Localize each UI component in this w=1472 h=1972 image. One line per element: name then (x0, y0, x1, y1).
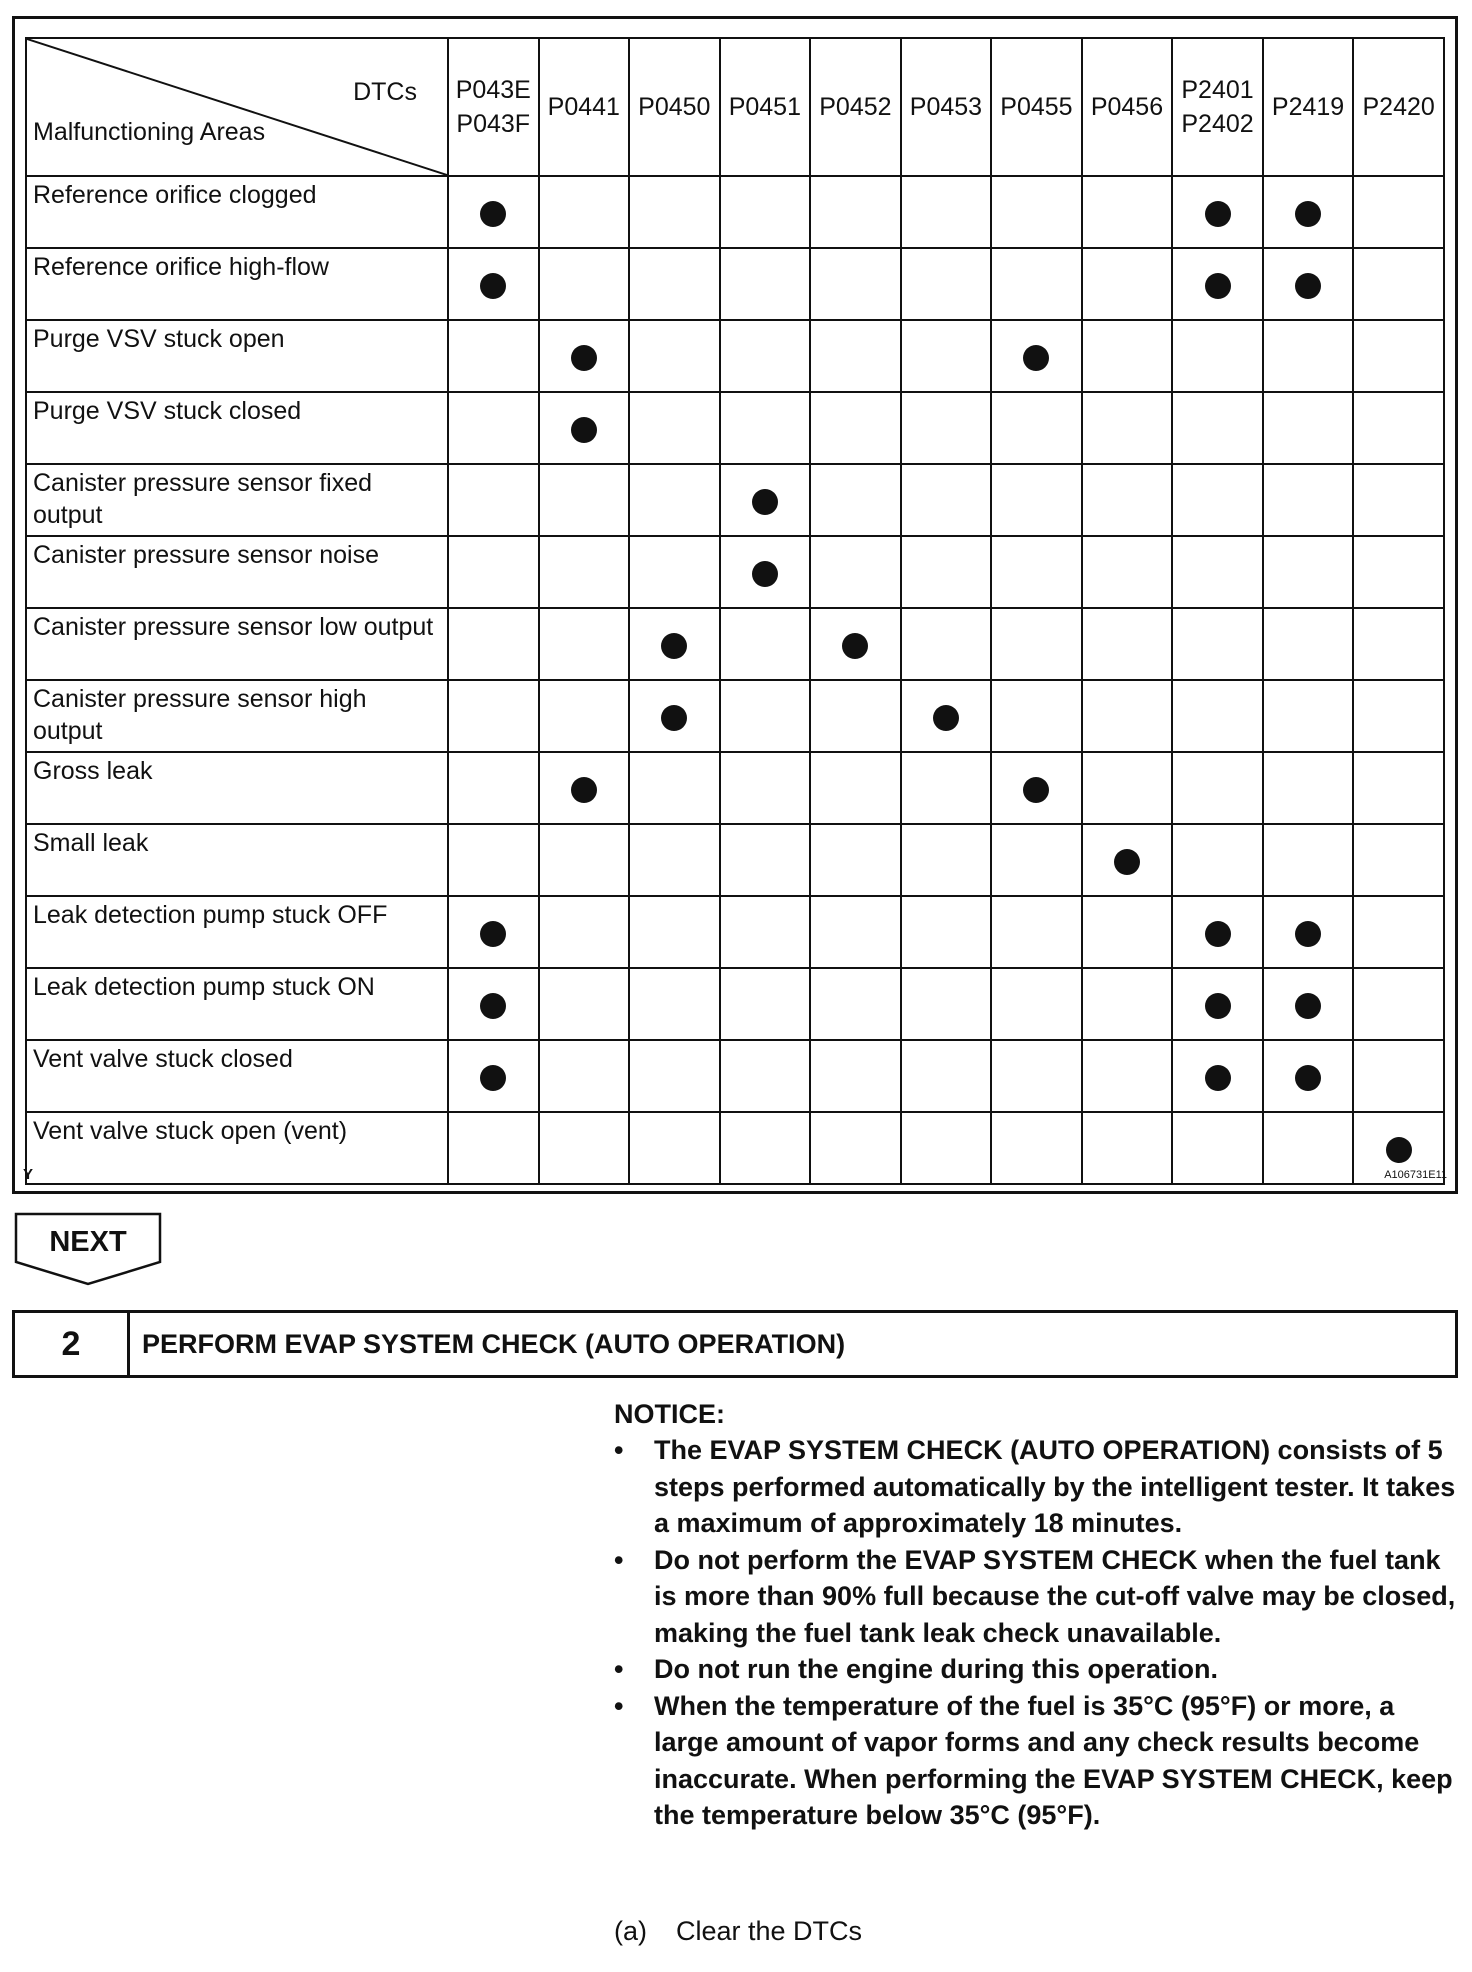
applicable-dot-icon (1295, 273, 1321, 299)
dtc-applicability-cell (720, 536, 811, 608)
dtc-applicability-cell (1353, 896, 1444, 968)
dtc-applicability-cell (448, 824, 539, 896)
dtc-applicability-cell (1353, 608, 1444, 680)
dtc-applicability-cell (1082, 896, 1173, 968)
dtc-applicability-cell (1172, 464, 1263, 536)
column-header-dtc (448, 38, 539, 176)
dtc-applicability-cell (448, 1040, 539, 1112)
applicable-dot-icon (480, 201, 506, 227)
next-button[interactable] (14, 1212, 162, 1288)
malfunction-area-cell: Purge VSV stuck closed (26, 392, 448, 464)
figure-mark-left: Y (23, 1166, 34, 1183)
applicable-dot-icon (480, 921, 506, 947)
dtc-applicability-cell (810, 392, 901, 464)
dtc-applicability-cell (901, 896, 992, 968)
corner-dtcs-label: DTCs (353, 78, 417, 106)
table-row (26, 896, 1444, 968)
dtc-applicability-cell (539, 176, 630, 248)
applicable-dot-icon (1205, 921, 1231, 947)
dtc-applicability-cell (901, 752, 992, 824)
dtc-applicability-cell (1172, 176, 1263, 248)
dtc-applicability-cell (539, 752, 630, 824)
applicable-dot-icon (571, 777, 597, 803)
dtc-applicability-cell (1263, 320, 1354, 392)
dtc-applicability-cell (629, 176, 720, 248)
substep-label: (a) (614, 1916, 647, 1946)
notice-item (614, 1651, 1464, 1688)
dtc-applicability-cell (1082, 176, 1173, 248)
dtc-applicability-cell (448, 464, 539, 536)
dtc-applicability-cell (991, 176, 1082, 248)
dtc-applicability-cell (629, 392, 720, 464)
dtc-applicability-cell (901, 608, 992, 680)
dtc-applicability-cell (991, 824, 1082, 896)
dtc-applicability-cell (1353, 968, 1444, 1040)
applicable-dot-icon (1295, 1065, 1321, 1091)
dtc-applicability-cell (1172, 1040, 1263, 1112)
dtc-applicability-cell (448, 680, 539, 752)
dtc-applicability-cell (448, 320, 539, 392)
dtc-applicability-cell (810, 896, 901, 968)
figure-id: A106731E11 (1384, 1169, 1447, 1181)
notice-item (614, 1688, 1464, 1834)
table-row (26, 1040, 1444, 1112)
applicable-dot-icon (661, 633, 687, 659)
dtc-applicability-cell (629, 248, 720, 320)
step-title: PERFORM EVAP SYSTEM CHECK (AUTO OPERATION) (142, 1328, 846, 1359)
dtc-applicability-cell (1263, 680, 1354, 752)
dtc-applicability-cell (810, 176, 901, 248)
notice-item-text: When the temperature of the fuel is 35°C (95°F) or more, a large amount of vapor forms and any check results become inaccurate. When performing the EVAP SYSTEM CHECK, keep the temperature below 35°C (95°F). (654, 1690, 1453, 1830)
dtc-applicability-cell (1082, 680, 1173, 752)
dtc-code: P0441 (547, 93, 620, 121)
dtc-applicability-cell (1082, 392, 1173, 464)
applicable-dot-icon (1205, 201, 1231, 227)
dtc-applicability-cell (1263, 176, 1354, 248)
dtc-applicability-cell (1263, 752, 1354, 824)
table-row (26, 536, 1444, 608)
dtc-applicability-cell (720, 896, 811, 968)
applicable-dot-icon (752, 561, 778, 587)
dtc-applicability-cell (539, 1040, 630, 1112)
dtc-applicability-cell (629, 1040, 720, 1112)
dtc-applicability-cell (1172, 248, 1263, 320)
column-header-dtc (810, 38, 901, 176)
dtc-applicability-cell (1082, 824, 1173, 896)
applicable-dot-icon (1205, 993, 1231, 1019)
table-row (26, 248, 1444, 320)
bullet-icon: • (614, 1544, 624, 1575)
dtc-applicability-cell (1353, 536, 1444, 608)
dtc-applicability-cell (991, 536, 1082, 608)
dtc-applicability-cell (810, 680, 901, 752)
dtc-code: P0450 (638, 93, 711, 121)
dtc-applicability-cell (448, 968, 539, 1040)
dtc-applicability-cell (448, 248, 539, 320)
dtc-applicability-cell (1082, 536, 1173, 608)
malfunction-area-cell: Canister pressure sensor fixed output (26, 464, 448, 536)
malfunction-area-cell: Purge VSV stuck open (26, 320, 448, 392)
dtc-applicability-cell (901, 536, 992, 608)
dtc-applicability-cell (720, 752, 811, 824)
dtc-applicability-cell (991, 248, 1082, 320)
dtc-applicability-cell (539, 392, 630, 464)
applicable-dot-icon (1023, 345, 1049, 371)
dtc-applicability-cell (539, 536, 630, 608)
table-row (26, 680, 1444, 752)
dtc-applicability-cell (810, 608, 901, 680)
notice-item (614, 1432, 1464, 1542)
dtc-applicability-cell (629, 608, 720, 680)
dtc-applicability-cell (629, 464, 720, 536)
table-row (26, 392, 1444, 464)
step-number: 2 (15, 1313, 130, 1375)
dtc-applicability-cell (1263, 608, 1354, 680)
dtc-applicability-cell (901, 320, 992, 392)
dtc-applicability-cell (539, 824, 630, 896)
dtc-applicability-cell (629, 320, 720, 392)
bullet-icon: • (614, 1690, 624, 1721)
dtc-applicability-cell (1172, 752, 1263, 824)
dtc-applicability-cell (901, 464, 992, 536)
table-row (26, 752, 1444, 824)
dtc-applicability-cell (1353, 248, 1444, 320)
dtc-applicability-cell (901, 1040, 992, 1112)
dtc-applicability-cell (810, 248, 901, 320)
malfunction-area-cell: Reference orifice high-flow (26, 248, 448, 320)
column-header-dtc (1353, 38, 1444, 176)
malfunction-area-cell: Canister pressure sensor low output (26, 608, 448, 680)
column-header-dtc (539, 38, 630, 176)
dtc-applicability-cell (720, 464, 811, 536)
table-row (26, 968, 1444, 1040)
table-row (26, 824, 1444, 896)
dtc-applicability-cell (991, 968, 1082, 1040)
dtc-applicability-cell (1263, 248, 1354, 320)
bullet-icon: • (614, 1435, 624, 1465)
applicable-dot-icon (571, 417, 597, 443)
dtc-applicability-cell (720, 248, 811, 320)
table-row (26, 320, 1444, 392)
applicable-dot-icon (1295, 993, 1321, 1019)
applicable-dot-icon (752, 489, 778, 515)
dtc-applicability-cell (1172, 392, 1263, 464)
dtc-applicability-cell (539, 248, 630, 320)
dtc-applicability-cell (448, 608, 539, 680)
dtc-applicability-cell (901, 1112, 992, 1184)
table-row (26, 1112, 1444, 1184)
notice-item-text: Do not run the engine during this operation. (654, 1654, 1218, 1684)
dtc-matrix-table (25, 37, 1445, 1185)
dtc-applicability-cell (629, 896, 720, 968)
table-corner-header (26, 38, 448, 176)
dtc-applicability-cell (539, 968, 630, 1040)
dtc-applicability-cell (1353, 1040, 1444, 1112)
column-header-dtc (629, 38, 720, 176)
dtc-applicability-cell (1172, 1112, 1263, 1184)
substep-text: Clear the DTCs (676, 1916, 863, 1946)
dtc-applicability-cell (1353, 176, 1444, 248)
dtc-applicability-cell (1082, 752, 1173, 824)
dtc-code: P043F (456, 110, 531, 138)
dtc-applicability-cell (539, 680, 630, 752)
dtc-applicability-cell (1263, 896, 1354, 968)
dtc-applicability-cell (1172, 680, 1263, 752)
dtc-applicability-cell (991, 896, 1082, 968)
dtc-applicability-cell (810, 752, 901, 824)
dtc-code: P2401 (1181, 76, 1254, 104)
dtc-applicability-cell (991, 464, 1082, 536)
notice-item-text: Do not perform the EVAP SYSTEM CHECK when the fuel tank is more than 90% full because the cut-off valve may be closed, making the fuel tank leak check unavailable. (654, 1544, 1456, 1648)
dtc-applicability-cell (720, 176, 811, 248)
dtc-code: P0453 (909, 93, 983, 121)
malfunction-area-cell: Leak detection pump stuck OFF (26, 896, 448, 968)
dtc-applicability-cell (448, 536, 539, 608)
step-header (12, 1310, 1458, 1378)
applicable-dot-icon (1205, 273, 1231, 299)
applicable-dot-icon (933, 705, 959, 731)
dtc-code: P2402 (1181, 110, 1254, 138)
dtc-applicability-cell (901, 968, 992, 1040)
malfunction-area-cell: Vent valve stuck closed (26, 1040, 448, 1112)
column-header-dtc (720, 38, 811, 176)
dtc-applicability-cell (810, 536, 901, 608)
dtc-code: P0455 (1000, 93, 1073, 121)
dtc-applicability-cell (448, 1112, 539, 1184)
dtc-applicability-cell (720, 824, 811, 896)
dtc-applicability-cell (1263, 536, 1354, 608)
table-row (26, 176, 1444, 248)
malfunction-area-cell: Vent valve stuck open (vent) (26, 1112, 448, 1184)
dtc-applicability-cell (1263, 1040, 1354, 1112)
applicable-dot-icon (480, 993, 506, 1019)
dtc-applicability-cell (810, 1040, 901, 1112)
dtc-code: P0456 (1090, 93, 1164, 121)
dtc-applicability-cell (810, 320, 901, 392)
dtc-applicability-cell (1172, 968, 1263, 1040)
applicable-dot-icon (480, 273, 506, 299)
applicable-dot-icon (571, 345, 597, 371)
dtc-code: P2419 (1271, 93, 1345, 121)
dtc-applicability-cell (1172, 896, 1263, 968)
dtc-applicability-cell (629, 680, 720, 752)
dtc-applicability-cell (991, 1040, 1082, 1112)
column-header-dtc (901, 38, 992, 176)
applicable-dot-icon (661, 705, 687, 731)
next-label: NEXT (49, 1226, 127, 1258)
applicable-dot-icon (1295, 201, 1321, 227)
dtc-applicability-cell (720, 680, 811, 752)
dtc-applicability-cell (1353, 752, 1444, 824)
dtc-applicability-cell (1353, 392, 1444, 464)
dtc-applicability-cell (991, 608, 1082, 680)
dtc-applicability-cell (1263, 1112, 1354, 1184)
table-row (26, 464, 1444, 536)
corner-areas-label: Malfunctioning Areas (33, 118, 266, 146)
table-body (26, 176, 1444, 1184)
dtc-applicability-cell (991, 680, 1082, 752)
malfunction-area-cell: Canister pressure sensor high output (26, 680, 448, 752)
dtc-applicability-cell (720, 1112, 811, 1184)
notice-list (614, 1432, 1464, 1834)
malfunction-area-cell: Reference orifice clogged (26, 176, 448, 248)
dtc-matrix-figure (12, 16, 1458, 1194)
applicable-dot-icon (1386, 1137, 1412, 1163)
dtc-applicability-cell (1082, 1040, 1173, 1112)
dtc-applicability-cell (1082, 248, 1173, 320)
dtc-applicability-cell (1263, 392, 1354, 464)
dtc-applicability-cell (539, 1112, 630, 1184)
dtc-applicability-cell (1263, 968, 1354, 1040)
dtc-applicability-cell (1082, 464, 1173, 536)
dtc-applicability-cell (991, 320, 1082, 392)
dtc-applicability-cell (539, 608, 630, 680)
column-header-dtc (1082, 38, 1173, 176)
dtc-applicability-cell (901, 176, 992, 248)
dtc-code: P2420 (1362, 93, 1435, 121)
notice-heading: NOTICE: (614, 1399, 725, 1429)
dtc-applicability-cell (448, 896, 539, 968)
malfunction-area-cell: Canister pressure sensor noise (26, 536, 448, 608)
dtc-applicability-cell (810, 1112, 901, 1184)
table-row (26, 608, 1444, 680)
dtc-applicability-cell (991, 752, 1082, 824)
dtc-applicability-cell (1082, 1112, 1173, 1184)
dtc-applicability-cell (629, 968, 720, 1040)
notice-item (614, 1542, 1464, 1652)
dtc-applicability-cell (1082, 320, 1173, 392)
dtc-applicability-cell (539, 896, 630, 968)
substep-a (614, 1916, 862, 1947)
notice-item-text: The EVAP SYSTEM CHECK (AUTO OPERATION) consists of 5 steps performed automatically by the intelligent tester. It takes a maximum of approximately 18 minutes. (654, 1435, 1456, 1538)
dtc-applicability-cell (448, 392, 539, 464)
dtc-applicability-cell (1353, 320, 1444, 392)
dtc-applicability-cell (901, 392, 992, 464)
dtc-applicability-cell (1353, 464, 1444, 536)
dtc-applicability-cell (1082, 968, 1173, 1040)
dtc-applicability-cell (1082, 608, 1173, 680)
bullet-icon: • (614, 1654, 624, 1684)
applicable-dot-icon (1114, 849, 1140, 875)
applicable-dot-icon (842, 633, 868, 659)
dtc-applicability-cell (901, 824, 992, 896)
dtc-applicability-cell (1263, 824, 1354, 896)
dtc-applicability-cell (448, 176, 539, 248)
dtc-applicability-cell (539, 464, 630, 536)
dtc-applicability-cell (720, 608, 811, 680)
dtc-applicability-cell (810, 968, 901, 1040)
dtc-applicability-cell (1353, 680, 1444, 752)
dtc-applicability-cell (720, 320, 811, 392)
dtc-applicability-cell (720, 968, 811, 1040)
dtc-applicability-cell (1172, 536, 1263, 608)
dtc-applicability-cell (1172, 608, 1263, 680)
dtc-applicability-cell (810, 824, 901, 896)
dtc-applicability-cell (991, 392, 1082, 464)
dtc-applicability-cell (991, 1112, 1082, 1184)
dtc-applicability-cell (629, 824, 720, 896)
dtc-applicability-cell (1172, 824, 1263, 896)
dtc-applicability-cell (629, 752, 720, 824)
column-header-dtc (991, 38, 1082, 176)
dtc-applicability-cell (539, 320, 630, 392)
dtc-applicability-cell (1172, 320, 1263, 392)
dtc-applicability-cell (1263, 464, 1354, 536)
applicable-dot-icon (1205, 1065, 1231, 1091)
dtc-applicability-cell (448, 752, 539, 824)
dtc-applicability-cell (629, 536, 720, 608)
dtc-code: P0451 (728, 93, 801, 121)
notice-block (614, 1396, 1464, 1834)
applicable-dot-icon (1023, 777, 1049, 803)
malfunction-area-cell: Small leak (26, 824, 448, 896)
dtc-applicability-cell (720, 1040, 811, 1112)
malfunction-area-cell: Leak detection pump stuck ON (26, 968, 448, 1040)
malfunction-area-cell: Gross leak (26, 752, 448, 824)
applicable-dot-icon (1295, 921, 1321, 947)
applicable-dot-icon (480, 1065, 506, 1091)
dtc-applicability-cell (1353, 824, 1444, 896)
column-header-dtc (1263, 38, 1354, 176)
dtc-applicability-cell (810, 464, 901, 536)
table-header-row (26, 38, 1444, 176)
dtc-code: P0452 (819, 93, 892, 121)
dtc-applicability-cell (720, 392, 811, 464)
column-header-dtc (1172, 38, 1263, 176)
dtc-applicability-cell (901, 680, 992, 752)
dtc-code: P043E (455, 76, 531, 104)
dtc-applicability-cell (629, 1112, 720, 1184)
dtc-applicability-cell (901, 248, 992, 320)
